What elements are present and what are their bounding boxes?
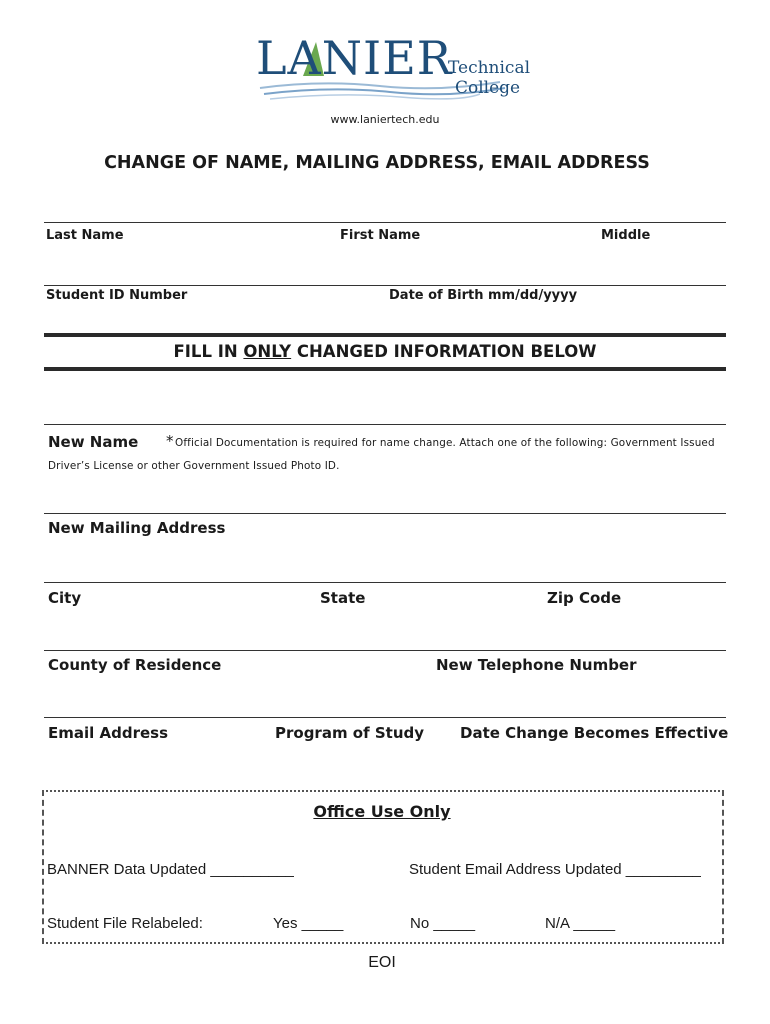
middle-label: Middle	[601, 228, 651, 243]
city-field[interactable]	[44, 554, 304, 580]
email-updated-line: Student Email Address Updated _________	[409, 861, 701, 878]
banner-bottom-rule	[44, 367, 726, 371]
website-link[interactable]: www.laniertech.edu	[330, 113, 440, 126]
email-rule	[44, 717, 726, 718]
county-label: County of Residence	[48, 656, 222, 674]
section-banner-suffix: CHANGED INFORMATION BELOW	[291, 342, 597, 361]
zip-label: Zip Code	[547, 589, 622, 607]
name-note-asterisk: *	[166, 432, 174, 450]
relabeled-no: No _____	[410, 915, 476, 932]
section-banner-emphasis: ONLY	[243, 342, 292, 361]
relabeled-yes: Yes _____	[273, 915, 344, 932]
dob-label: Date of Birth mm/dd/yyyy	[389, 288, 578, 303]
county-field[interactable]	[44, 622, 414, 648]
email-label: Email Address	[48, 724, 169, 742]
mailing-address-label: New Mailing Address	[48, 519, 226, 537]
logo-tagline-college: College	[455, 78, 521, 98]
student-id-field[interactable]	[44, 258, 374, 284]
state-label: State	[320, 589, 366, 607]
new-name-field[interactable]	[44, 396, 724, 422]
email-field[interactable]	[44, 689, 264, 715]
banner-updated-line: BANNER Data Updated __________	[47, 861, 294, 878]
office-use-title: Office Use Only	[313, 802, 451, 821]
program-label: Program of Study	[275, 724, 425, 742]
name-rule	[44, 222, 726, 223]
id-rule	[44, 285, 726, 286]
banner-top-rule	[44, 333, 726, 337]
effective-date-field[interactable]	[456, 689, 724, 715]
city-rule	[44, 582, 726, 583]
logo-tagline-technical: Technical	[448, 58, 531, 78]
new-name-rule	[44, 424, 726, 425]
section-banner-prefix: FILL IN	[173, 342, 244, 361]
relabeled-na: N/A _____	[545, 915, 616, 932]
name-note-line1: Official Documentation is required for name change. Attach one of the following: Government Issued	[175, 437, 715, 449]
student-id-label: Student ID Number	[46, 288, 188, 303]
zip-field[interactable]	[540, 554, 724, 580]
name-note-line2: Driver’s License or other Government Issued Photo ID.	[48, 460, 340, 472]
middle-name-field[interactable]	[598, 196, 724, 222]
state-field[interactable]	[316, 554, 526, 580]
first-name-field[interactable]	[338, 196, 588, 222]
last-name-field[interactable]	[44, 196, 334, 222]
city-label: City	[48, 589, 82, 607]
new-name-label: New Name	[48, 433, 139, 451]
telephone-label: New Telephone Number	[436, 656, 637, 674]
dob-field[interactable]	[386, 258, 724, 284]
county-rule	[44, 650, 726, 651]
first-name-label: First Name	[340, 228, 421, 243]
form-title: CHANGE OF NAME, MAILING ADDRESS, EMAIL ADDRESS	[104, 153, 650, 173]
mailing-address-field[interactable]	[44, 485, 724, 511]
section-banner	[0, 342, 770, 361]
last-name-label: Last Name	[46, 228, 124, 243]
footer-code: EOI	[368, 954, 396, 971]
telephone-field[interactable]	[430, 622, 724, 648]
mailing-address-rule	[44, 513, 726, 514]
effective-date-label: Date Change Becomes Effective	[460, 724, 729, 742]
program-field[interactable]	[272, 689, 448, 715]
logo-name: LANIER	[256, 31, 453, 85]
file-relabeled-label: Student File Relabeled:	[47, 915, 203, 932]
